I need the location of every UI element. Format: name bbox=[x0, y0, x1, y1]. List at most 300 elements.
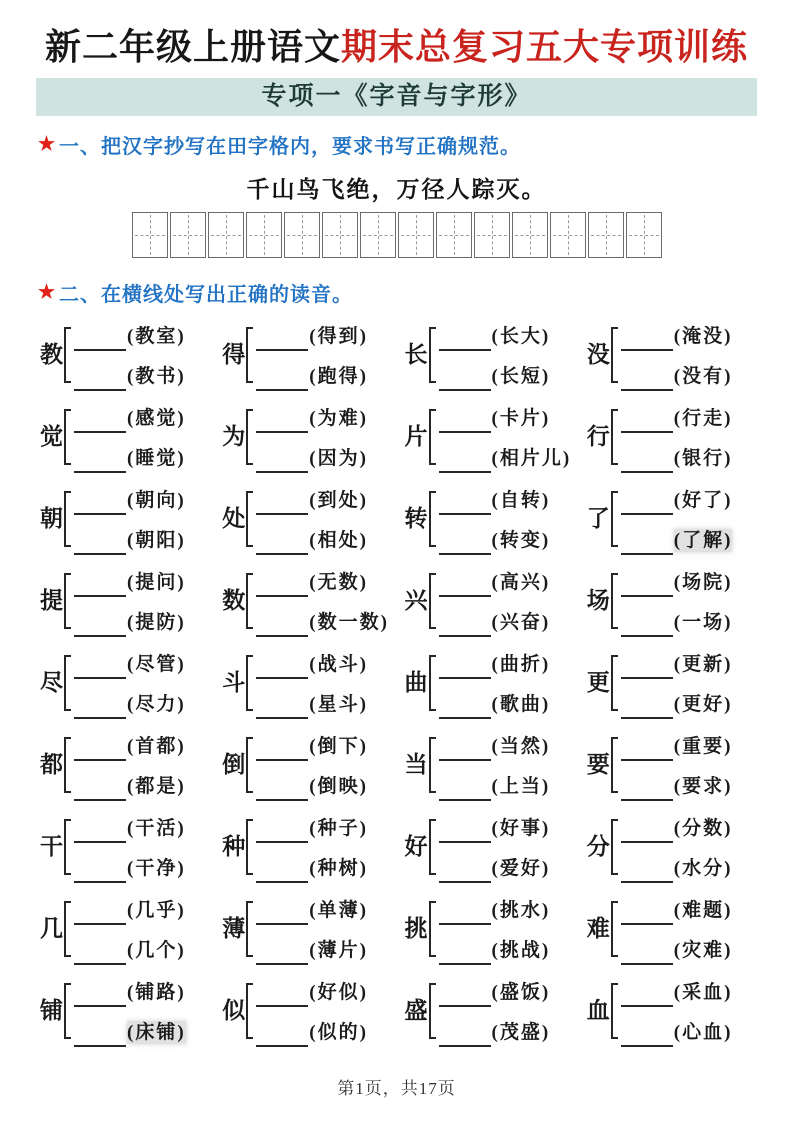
page-title-black: 新二年级上册语文 bbox=[44, 27, 341, 67]
reading-entry bbox=[74, 650, 186, 680]
bracket-icon bbox=[64, 409, 71, 465]
pinyin-blank bbox=[256, 881, 308, 883]
reading-entry bbox=[439, 772, 551, 802]
word-label: (挑水) bbox=[491, 899, 551, 921]
reading-entry bbox=[256, 854, 368, 884]
word-label: (长短) bbox=[491, 365, 551, 387]
reading-entries bbox=[439, 732, 551, 802]
polyphone-char: 要 bbox=[586, 752, 610, 777]
reading-entry bbox=[256, 650, 368, 680]
word-label: (倒映) bbox=[309, 775, 368, 797]
pinyin-blank bbox=[439, 717, 491, 719]
pinyin-blank bbox=[439, 635, 491, 637]
reading-entry bbox=[439, 936, 551, 966]
pinyin-blank bbox=[74, 595, 126, 597]
bracket-icon bbox=[429, 327, 436, 383]
word-label: (因为) bbox=[309, 447, 368, 469]
polyphone-item bbox=[587, 733, 765, 796]
polyphone-char: 尽 bbox=[40, 670, 63, 695]
reading-entry bbox=[439, 568, 551, 598]
bracket-icon bbox=[611, 819, 618, 875]
reading-entries bbox=[621, 404, 733, 474]
reading-entry bbox=[256, 568, 389, 598]
word-label: (重要) bbox=[673, 735, 733, 757]
polyphone-char: 斗 bbox=[222, 670, 246, 695]
polyphone-char: 似 bbox=[222, 998, 246, 1023]
polyphone-char: 干 bbox=[40, 834, 63, 859]
pinyin-blank bbox=[621, 717, 673, 719]
reading-entry bbox=[74, 978, 186, 1008]
word-label: (朝向) bbox=[127, 489, 186, 511]
reading-entry bbox=[621, 444, 733, 474]
bracket-icon bbox=[64, 901, 71, 957]
pinyin-blank bbox=[256, 513, 308, 515]
pinyin-blank bbox=[621, 513, 673, 515]
polyphone-item bbox=[40, 897, 218, 960]
word-label: (星斗) bbox=[309, 693, 368, 715]
reading-entry bbox=[256, 772, 368, 802]
tianzige-cell bbox=[436, 212, 472, 258]
pinyin-blank bbox=[621, 595, 673, 597]
reading-entries bbox=[439, 322, 551, 392]
reading-entry bbox=[256, 486, 368, 516]
polyphone-char: 场 bbox=[586, 588, 610, 613]
reading-entry bbox=[256, 978, 368, 1008]
polyphone-char: 兴 bbox=[404, 588, 428, 613]
bracket-icon bbox=[246, 983, 253, 1039]
pinyin-blank bbox=[74, 923, 126, 925]
section1-heading bbox=[38, 130, 793, 159]
reading-entries bbox=[256, 896, 368, 966]
polyphone-item bbox=[222, 569, 400, 632]
bracket-icon bbox=[64, 819, 71, 875]
pinyin-blank bbox=[256, 799, 308, 801]
polyphone-item bbox=[587, 323, 765, 386]
reading-entry bbox=[439, 732, 551, 762]
section-banner: 专项一《字音与字形》 bbox=[36, 78, 757, 116]
pinyin-blank bbox=[439, 595, 491, 597]
pinyin-blank bbox=[74, 1045, 126, 1047]
polyphone-item bbox=[405, 405, 583, 468]
polyphone-item bbox=[40, 733, 218, 796]
word-label: (卡片) bbox=[491, 407, 551, 429]
reading-entry bbox=[256, 608, 389, 638]
word-label: (采血) bbox=[673, 981, 733, 1003]
word-label: (曲折) bbox=[491, 653, 551, 675]
reading-entry bbox=[621, 814, 733, 844]
pinyin-blank bbox=[74, 513, 126, 515]
pinyin-blank bbox=[74, 717, 126, 719]
polyphone-char: 转 bbox=[404, 506, 428, 531]
pinyin-blank bbox=[439, 349, 491, 351]
bracket-icon bbox=[429, 819, 436, 875]
pinyin-blank bbox=[621, 635, 673, 637]
word-label: (更新) bbox=[673, 653, 733, 675]
reading-entry bbox=[439, 690, 551, 720]
polyphone-item bbox=[587, 815, 765, 878]
word-label: (银行) bbox=[673, 447, 733, 469]
bracket-icon bbox=[64, 491, 71, 547]
word-label: (无数) bbox=[309, 571, 368, 593]
pinyin-blank bbox=[74, 677, 126, 679]
bracket-icon bbox=[429, 983, 436, 1039]
reading-entry bbox=[621, 936, 733, 966]
bracket-icon bbox=[246, 901, 253, 957]
polyphone-char: 当 bbox=[404, 752, 428, 777]
pinyin-blank bbox=[74, 963, 126, 965]
reading-entries bbox=[74, 650, 186, 720]
polyphone-char: 没 bbox=[586, 342, 610, 367]
bracket-icon bbox=[64, 327, 71, 383]
reading-entries bbox=[439, 568, 551, 638]
page-indicator: 第1页，共17页 bbox=[337, 1079, 456, 1098]
polyphone-item bbox=[40, 979, 218, 1042]
word-label: (到处) bbox=[309, 489, 368, 511]
reading-entry bbox=[74, 1018, 186, 1048]
pinyin-blank bbox=[256, 963, 308, 965]
bracket-icon bbox=[246, 655, 253, 711]
reading-entry bbox=[439, 486, 551, 516]
reading-entries bbox=[439, 978, 551, 1048]
bracket-icon bbox=[611, 737, 618, 793]
reading-entries bbox=[256, 568, 389, 638]
word-label: (一场) bbox=[673, 611, 733, 633]
reading-entry bbox=[256, 814, 368, 844]
pinyin-blank bbox=[439, 1045, 491, 1047]
word-label: (铺路) bbox=[127, 981, 186, 1003]
word-label: (当然) bbox=[491, 735, 551, 757]
reading-entry bbox=[74, 404, 186, 434]
reading-entries bbox=[621, 568, 733, 638]
reading-entry bbox=[74, 854, 186, 884]
pinyin-blank bbox=[74, 349, 126, 351]
tianzige-cell bbox=[474, 212, 510, 258]
word-label: (尽管) bbox=[127, 653, 186, 675]
word-label: (薄片) bbox=[309, 939, 368, 961]
reading-entry bbox=[74, 690, 186, 720]
polyphone-char: 分 bbox=[586, 834, 610, 859]
pinyin-blank bbox=[621, 677, 673, 679]
tianzige-cell bbox=[284, 212, 320, 258]
polyphone-item bbox=[587, 897, 765, 960]
polyphone-char: 薄 bbox=[222, 916, 246, 941]
reading-entry bbox=[256, 896, 368, 926]
pinyin-blank bbox=[621, 923, 673, 925]
polyphone-item bbox=[405, 897, 583, 960]
pinyin-blank bbox=[74, 389, 126, 391]
reading-entry bbox=[256, 526, 368, 556]
polyphone-item bbox=[222, 323, 400, 386]
reading-entries bbox=[621, 650, 733, 720]
pinyin-blank bbox=[74, 553, 126, 555]
polyphone-char: 几 bbox=[40, 916, 63, 941]
polyphone-item bbox=[40, 487, 218, 550]
reading-entries bbox=[74, 732, 186, 802]
polyphone-char: 更 bbox=[586, 670, 610, 695]
reading-entry bbox=[621, 854, 733, 884]
word-label: (教室) bbox=[127, 325, 186, 347]
polyphone-char: 倒 bbox=[222, 752, 246, 777]
pinyin-blank bbox=[256, 553, 308, 555]
polyphone-item bbox=[222, 733, 400, 796]
polyphone-item bbox=[40, 815, 218, 878]
bracket-icon bbox=[64, 655, 71, 711]
word-label: (相片儿) bbox=[491, 447, 572, 469]
word-label: (高兴) bbox=[491, 571, 551, 593]
reading-entry bbox=[439, 814, 551, 844]
reading-entry bbox=[74, 936, 186, 966]
reading-entries bbox=[439, 896, 551, 966]
reading-entry bbox=[256, 444, 368, 474]
word-label: (心血) bbox=[673, 1021, 733, 1043]
reading-entry bbox=[439, 526, 551, 556]
reading-entry bbox=[256, 1018, 368, 1048]
pinyin-blank bbox=[256, 1045, 308, 1047]
pinyin-blank bbox=[439, 431, 491, 433]
polyphone-item bbox=[40, 569, 218, 632]
word-label: (似的) bbox=[309, 1021, 368, 1043]
polyphone-char: 种 bbox=[222, 834, 246, 859]
reading-entry bbox=[439, 608, 551, 638]
reading-entry bbox=[621, 526, 733, 556]
pinyin-blank bbox=[256, 923, 308, 925]
word-label: (好事) bbox=[491, 817, 551, 839]
page-title bbox=[0, 24, 793, 70]
reading-entry bbox=[74, 814, 186, 844]
polyphone-char: 觉 bbox=[40, 424, 63, 449]
tianzige-cell bbox=[360, 212, 396, 258]
polyphone-char: 教 bbox=[40, 342, 63, 367]
section2-heading-text: 二、在横线处写出正确的读音。 bbox=[59, 284, 354, 306]
polyphone-char: 长 bbox=[404, 342, 428, 367]
reading-entry bbox=[621, 568, 733, 598]
reading-entries bbox=[74, 404, 186, 474]
pinyin-blank bbox=[439, 389, 491, 391]
word-label: (提问) bbox=[127, 571, 186, 593]
reading-entry bbox=[74, 486, 186, 516]
pinyin-blank bbox=[439, 881, 491, 883]
word-label: (单薄) bbox=[309, 899, 368, 921]
polyphone-item bbox=[405, 569, 583, 632]
bracket-icon bbox=[611, 409, 618, 465]
pinyin-blank bbox=[621, 471, 673, 473]
pinyin-blank bbox=[256, 349, 308, 351]
polyphone-char: 片 bbox=[404, 424, 428, 449]
polyphone-item bbox=[40, 323, 218, 386]
pinyin-blank bbox=[439, 677, 491, 679]
bracket-icon bbox=[246, 819, 253, 875]
reading-entries bbox=[621, 896, 733, 966]
pinyin-blank bbox=[439, 759, 491, 761]
word-label: (盛饭) bbox=[491, 981, 551, 1003]
reading-entry bbox=[621, 362, 733, 392]
reading-entry bbox=[439, 1018, 551, 1048]
word-label: (分数) bbox=[673, 817, 733, 839]
polyphone-char: 曲 bbox=[404, 670, 428, 695]
pinyin-blank bbox=[256, 431, 308, 433]
pinyin-blank bbox=[439, 963, 491, 965]
bracket-icon bbox=[429, 655, 436, 711]
reading-entry bbox=[74, 322, 186, 352]
word-label: (几个) bbox=[127, 939, 186, 961]
pinyin-blank bbox=[256, 471, 308, 473]
polyphone-char: 数 bbox=[222, 588, 246, 613]
word-label: (朝阳) bbox=[127, 529, 186, 551]
polyphone-char: 得 bbox=[222, 342, 246, 367]
pinyin-blank bbox=[74, 635, 126, 637]
tianzige-cell bbox=[322, 212, 358, 258]
polyphone-char: 为 bbox=[222, 424, 246, 449]
word-label: (睡觉) bbox=[127, 447, 186, 469]
reading-entry bbox=[439, 444, 572, 474]
reading-entries bbox=[74, 568, 186, 638]
reading-entry bbox=[74, 608, 186, 638]
word-label: (了解) bbox=[673, 529, 733, 551]
tianzige-cell bbox=[170, 212, 206, 258]
polyphone-item bbox=[405, 815, 583, 878]
reading-entry bbox=[439, 896, 551, 926]
tianzige-cell bbox=[398, 212, 434, 258]
reading-entries bbox=[439, 814, 551, 884]
word-label: (尽力) bbox=[127, 693, 186, 715]
word-label: (几乎) bbox=[127, 899, 186, 921]
reading-entry bbox=[74, 732, 186, 762]
word-label: (灾难) bbox=[673, 939, 733, 961]
tianzige-cell bbox=[208, 212, 244, 258]
polyphone-item bbox=[587, 651, 765, 714]
reading-entry bbox=[74, 568, 186, 598]
reading-entries bbox=[256, 978, 368, 1048]
pinyin-blank bbox=[256, 759, 308, 761]
reading-entry bbox=[621, 404, 733, 434]
polyphone-item bbox=[587, 979, 765, 1042]
tianzige-cell bbox=[246, 212, 282, 258]
section1-heading-text: 一、把汉字抄写在田字格内，要求书写正确规范。 bbox=[59, 136, 522, 158]
bracket-icon bbox=[611, 655, 618, 711]
word-label: (挑战) bbox=[491, 939, 551, 961]
reading-entry bbox=[621, 978, 733, 1008]
polyphone-item bbox=[405, 323, 583, 386]
pinyin-blank bbox=[74, 431, 126, 433]
word-label: (首都) bbox=[127, 735, 186, 757]
reading-entries bbox=[439, 404, 572, 474]
pinyin-blank bbox=[621, 389, 673, 391]
reading-entry bbox=[621, 772, 733, 802]
bracket-icon bbox=[611, 901, 618, 957]
reading-entry bbox=[256, 690, 368, 720]
word-label: (教书) bbox=[127, 365, 186, 387]
bracket-icon bbox=[64, 573, 71, 629]
word-label: (水分) bbox=[673, 857, 733, 879]
reading-entries bbox=[256, 814, 368, 884]
polyphone-char: 处 bbox=[222, 506, 246, 531]
word-label: (相处) bbox=[309, 529, 368, 551]
pinyin-blank bbox=[439, 471, 491, 473]
bracket-icon bbox=[611, 573, 618, 629]
pinyin-blank bbox=[256, 717, 308, 719]
section2-heading bbox=[38, 278, 793, 307]
tianzige-grid bbox=[132, 212, 662, 258]
word-label: (床铺) bbox=[127, 1021, 186, 1043]
polyphone-item bbox=[222, 651, 400, 714]
word-label: (转变) bbox=[491, 529, 551, 551]
polyphone-char: 都 bbox=[40, 752, 63, 777]
bracket-icon bbox=[64, 737, 71, 793]
polyphone-char: 盛 bbox=[404, 998, 428, 1023]
polyphone-char: 行 bbox=[586, 424, 610, 449]
pinyin-blank bbox=[439, 841, 491, 843]
polyphone-char: 铺 bbox=[40, 998, 63, 1023]
pinyin-blank bbox=[621, 349, 673, 351]
reading-entries bbox=[74, 322, 186, 392]
pinyin-blank bbox=[256, 635, 308, 637]
pinyin-blank bbox=[74, 881, 126, 883]
pinyin-blank bbox=[74, 471, 126, 473]
reading-entries bbox=[256, 732, 368, 802]
word-label: (场院) bbox=[673, 571, 733, 593]
word-label: (提防) bbox=[127, 611, 186, 633]
reading-entries bbox=[256, 322, 368, 392]
pinyin-blank bbox=[621, 431, 673, 433]
reading-entry bbox=[256, 732, 368, 762]
word-label: (倒下) bbox=[309, 735, 368, 757]
bracket-icon bbox=[429, 491, 436, 547]
polyphone-item bbox=[40, 405, 218, 468]
tianzige-cell bbox=[512, 212, 548, 258]
reading-entries bbox=[621, 322, 733, 392]
word-label: (更好) bbox=[673, 693, 733, 715]
tianzige-cell bbox=[132, 212, 168, 258]
star-icon: ★ bbox=[38, 282, 57, 303]
reading-entries bbox=[74, 896, 186, 966]
bracket-icon bbox=[429, 737, 436, 793]
word-label: (兴奋) bbox=[491, 611, 551, 633]
reading-entries bbox=[256, 650, 368, 720]
polyphone-item bbox=[40, 651, 218, 714]
word-label: (都是) bbox=[127, 775, 186, 797]
polyphone-grid bbox=[40, 323, 765, 1042]
word-label: (跑得) bbox=[309, 365, 368, 387]
reading-entries bbox=[621, 732, 733, 802]
bracket-icon bbox=[429, 901, 436, 957]
reading-entries bbox=[74, 814, 186, 884]
reading-entry bbox=[74, 896, 186, 926]
reading-entries bbox=[621, 978, 733, 1048]
polyphone-item bbox=[222, 815, 400, 878]
word-label: (数一数) bbox=[309, 611, 389, 633]
reading-entry bbox=[74, 362, 186, 392]
word-label: (为难) bbox=[309, 407, 368, 429]
word-label: (行走) bbox=[673, 407, 733, 429]
word-label: (没有) bbox=[673, 365, 733, 387]
pinyin-blank bbox=[74, 1005, 126, 1007]
reading-entry bbox=[256, 362, 368, 392]
reading-entry bbox=[74, 444, 186, 474]
bracket-icon bbox=[246, 491, 253, 547]
reading-entry bbox=[621, 486, 733, 516]
pinyin-blank bbox=[439, 513, 491, 515]
word-label: (茂盛) bbox=[491, 1021, 551, 1043]
bracket-icon bbox=[611, 491, 618, 547]
bracket-icon bbox=[246, 409, 253, 465]
pinyin-blank bbox=[439, 923, 491, 925]
copy-sentence: 千山鸟飞绝，万径人踪灭。 bbox=[246, 177, 547, 202]
pinyin-blank bbox=[256, 595, 308, 597]
polyphone-item bbox=[405, 979, 583, 1042]
polyphone-char: 好 bbox=[404, 834, 428, 859]
pinyin-blank bbox=[621, 881, 673, 883]
polyphone-item bbox=[405, 733, 583, 796]
